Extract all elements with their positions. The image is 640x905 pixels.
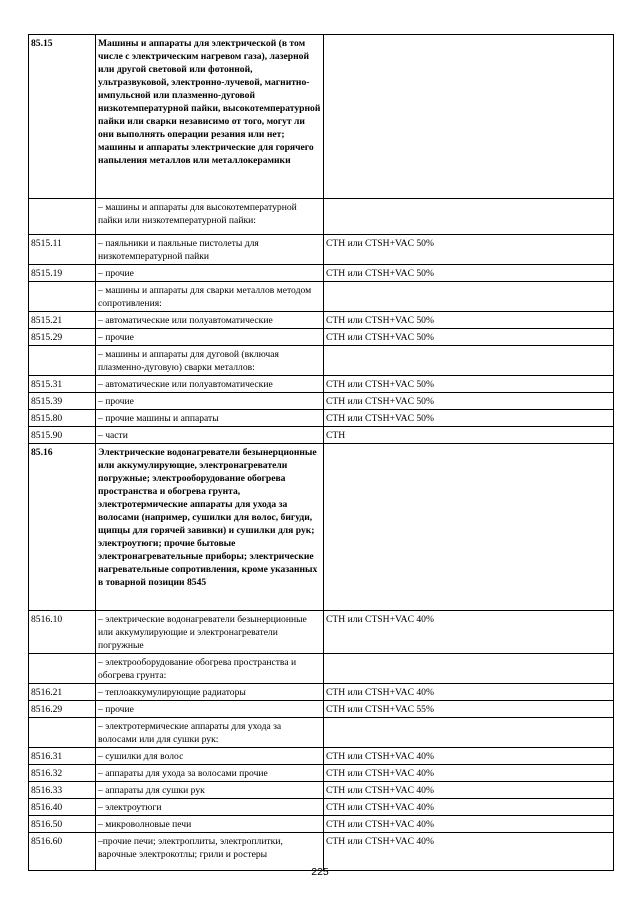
hs-code-cell — [29, 199, 96, 235]
table-row — [29, 427, 614, 444]
rule-cell: CTH или CTSH+VAC 50% — [324, 235, 614, 265]
hs-code-cell: 8516.10 — [29, 611, 96, 654]
rule-cell: CTH или CTSH+VAC 40% — [324, 833, 614, 871]
rule-cell — [324, 35, 614, 199]
hs-code-cell: 8515.29 — [29, 329, 96, 346]
description-cell: – машины и аппараты для дуговой (включая плазменно-дуговую) сварки металлов: — [96, 346, 324, 376]
hs-code-cell: 8515.80 — [29, 410, 96, 427]
hs-code-cell: 8516.33 — [29, 782, 96, 799]
description-cell: – прочие — [96, 265, 324, 282]
description-cell: – машины и аппараты для сварки металлов методом сопротивления: — [96, 282, 324, 312]
hs-code-cell: 8516.21 — [29, 684, 96, 701]
table-body — [29, 35, 614, 871]
hs-code-cell: 8515.19 — [29, 265, 96, 282]
table-row — [29, 199, 614, 235]
rule-cell — [324, 718, 614, 748]
description-cell: – электроутюги — [96, 799, 324, 816]
heading-row — [29, 35, 614, 199]
hs-code-cell — [29, 282, 96, 312]
table-row — [29, 329, 614, 346]
description-cell: – электрические водонагреватели безынерционные или аккумулирующие и электронагреватели погружные — [96, 611, 324, 654]
rule-cell: CTH или CTSH+VAC 50% — [324, 312, 614, 329]
table-row — [29, 748, 614, 765]
description-cell: –прочие печи; электроплиты, электроплитки, варочные электрокотлы; грили и ростеры — [96, 833, 324, 871]
rule-cell: CTH или CTSH+VAC 40% — [324, 748, 614, 765]
description-cell: – аппараты для ухода за волосами прочие — [96, 765, 324, 782]
description-cell: – прочие — [96, 701, 324, 718]
description-cell: Электрические водонагреватели безынерционные или аккумулирующие, электронагреватели погружные; электрооборудование обогрева пространства и обогрева грунта, электротермические аппараты для ухода за волосами (например, сушилки для волос, бигуди, щипцы для горячей завивки) и сушилки для рук; электроутюги; прочие бытовые электронагревательные приборы; электрические нагревательные сопротивления, кроме указанных в товарной позиции 8545 — [96, 444, 324, 611]
description-cell: – прочие — [96, 329, 324, 346]
table-row — [29, 701, 614, 718]
rule-cell: CTH или CTSH+VAC 40% — [324, 684, 614, 701]
hs-code-cell: 85.15 — [29, 35, 96, 199]
rule-cell: CTH или CTSH+VAC 50% — [324, 410, 614, 427]
description-cell: – автоматические или полуавтоматические — [96, 312, 324, 329]
page-number: 225 — [311, 866, 329, 878]
table-row — [29, 718, 614, 748]
table-row — [29, 684, 614, 701]
table-row — [29, 782, 614, 799]
rule-cell: CTH или CTSH+VAC 40% — [324, 799, 614, 816]
rule-cell — [324, 346, 614, 376]
table-row — [29, 816, 614, 833]
rule-cell: CTH или CTSH+VAC 50% — [324, 393, 614, 410]
table-row — [29, 312, 614, 329]
table-row — [29, 654, 614, 684]
description-cell: – аппараты для сушки рук — [96, 782, 324, 799]
rule-cell — [324, 282, 614, 312]
hs-code-cell: 8516.29 — [29, 701, 96, 718]
rule-cell: CTH или CTSH+VAC 50% — [324, 329, 614, 346]
rule-cell — [324, 654, 614, 684]
hs-code-cell — [29, 718, 96, 748]
description-cell: – электротермические аппараты для ухода за волосами или для сушки рук: — [96, 718, 324, 748]
description-cell: – машины и аппараты для высокотемпературной пайки или низкотемпературной пайки: — [96, 199, 324, 235]
rule-cell: CTH или CTSH+VAC 40% — [324, 765, 614, 782]
description-cell: – прочие — [96, 393, 324, 410]
hs-code-cell: 8515.21 — [29, 312, 96, 329]
heading-row — [29, 444, 614, 611]
hs-code-cell: 8515.31 — [29, 376, 96, 393]
tariff-rules-table — [28, 34, 614, 871]
rule-cell: CTH или CTSH+VAC 50% — [324, 376, 614, 393]
table-row — [29, 765, 614, 782]
hs-code-cell: 8515.11 — [29, 235, 96, 265]
rule-cell: CTH или CTSH+VAC 40% — [324, 782, 614, 799]
hs-code-cell: 8515.39 — [29, 393, 96, 410]
hs-code-cell — [29, 346, 96, 376]
rule-cell: CTH — [324, 427, 614, 444]
rule-cell — [324, 199, 614, 235]
hs-code-cell: 8516.60 — [29, 833, 96, 871]
description-cell: – паяльники и паяльные пистолеты для низкотемпературной пайки — [96, 235, 324, 265]
table-row — [29, 393, 614, 410]
description-cell: – прочие машины и аппараты — [96, 410, 324, 427]
rule-cell: CTH или CTSH+VAC 55% — [324, 701, 614, 718]
hs-code-cell: 8515.90 — [29, 427, 96, 444]
table-row — [29, 282, 614, 312]
description-cell: – сушилки для волос — [96, 748, 324, 765]
hs-code-cell — [29, 654, 96, 684]
table-row — [29, 410, 614, 427]
table-row — [29, 611, 614, 654]
hs-code-cell: 8516.50 — [29, 816, 96, 833]
description-cell: – электрооборудование обогрева пространства и обогрева грунта: — [96, 654, 324, 684]
table-row — [29, 265, 614, 282]
table-row — [29, 235, 614, 265]
description-cell: – теплоаккумулирующие радиаторы — [96, 684, 324, 701]
table-row — [29, 833, 614, 871]
hs-code-cell: 8516.32 — [29, 765, 96, 782]
rule-cell: CTH или CTSH+VAC 40% — [324, 816, 614, 833]
hs-code-cell: 85.16 — [29, 444, 96, 611]
description-cell: – части — [96, 427, 324, 444]
description-cell: – автоматические или полуавтоматические — [96, 376, 324, 393]
description-cell: Машины и аппараты для электрической (в том числе с электрическим нагревом газа), лазерной или другой световой или фотонной, ультразвуковой, электронно-лучевой, магнитно-импульсной или плазменно-дуговой низкотемпературной пайки, высокотемпературной пайки или сварки независимо от того, могут ли они выполнять операции резания или нет; машины и аппараты электрические для горячего напыления металлов или металлокерамики — [96, 35, 324, 199]
hs-code-cell: 8516.40 — [29, 799, 96, 816]
table-row — [29, 346, 614, 376]
hs-code-cell: 8516.31 — [29, 748, 96, 765]
table-row — [29, 799, 614, 816]
rule-cell: CTH или CTSH+VAC 50% — [324, 265, 614, 282]
description-cell: – микроволновые печи — [96, 816, 324, 833]
rule-cell: CTH или CTSH+VAC 40% — [324, 611, 614, 654]
rule-cell — [324, 444, 614, 611]
table-row — [29, 376, 614, 393]
